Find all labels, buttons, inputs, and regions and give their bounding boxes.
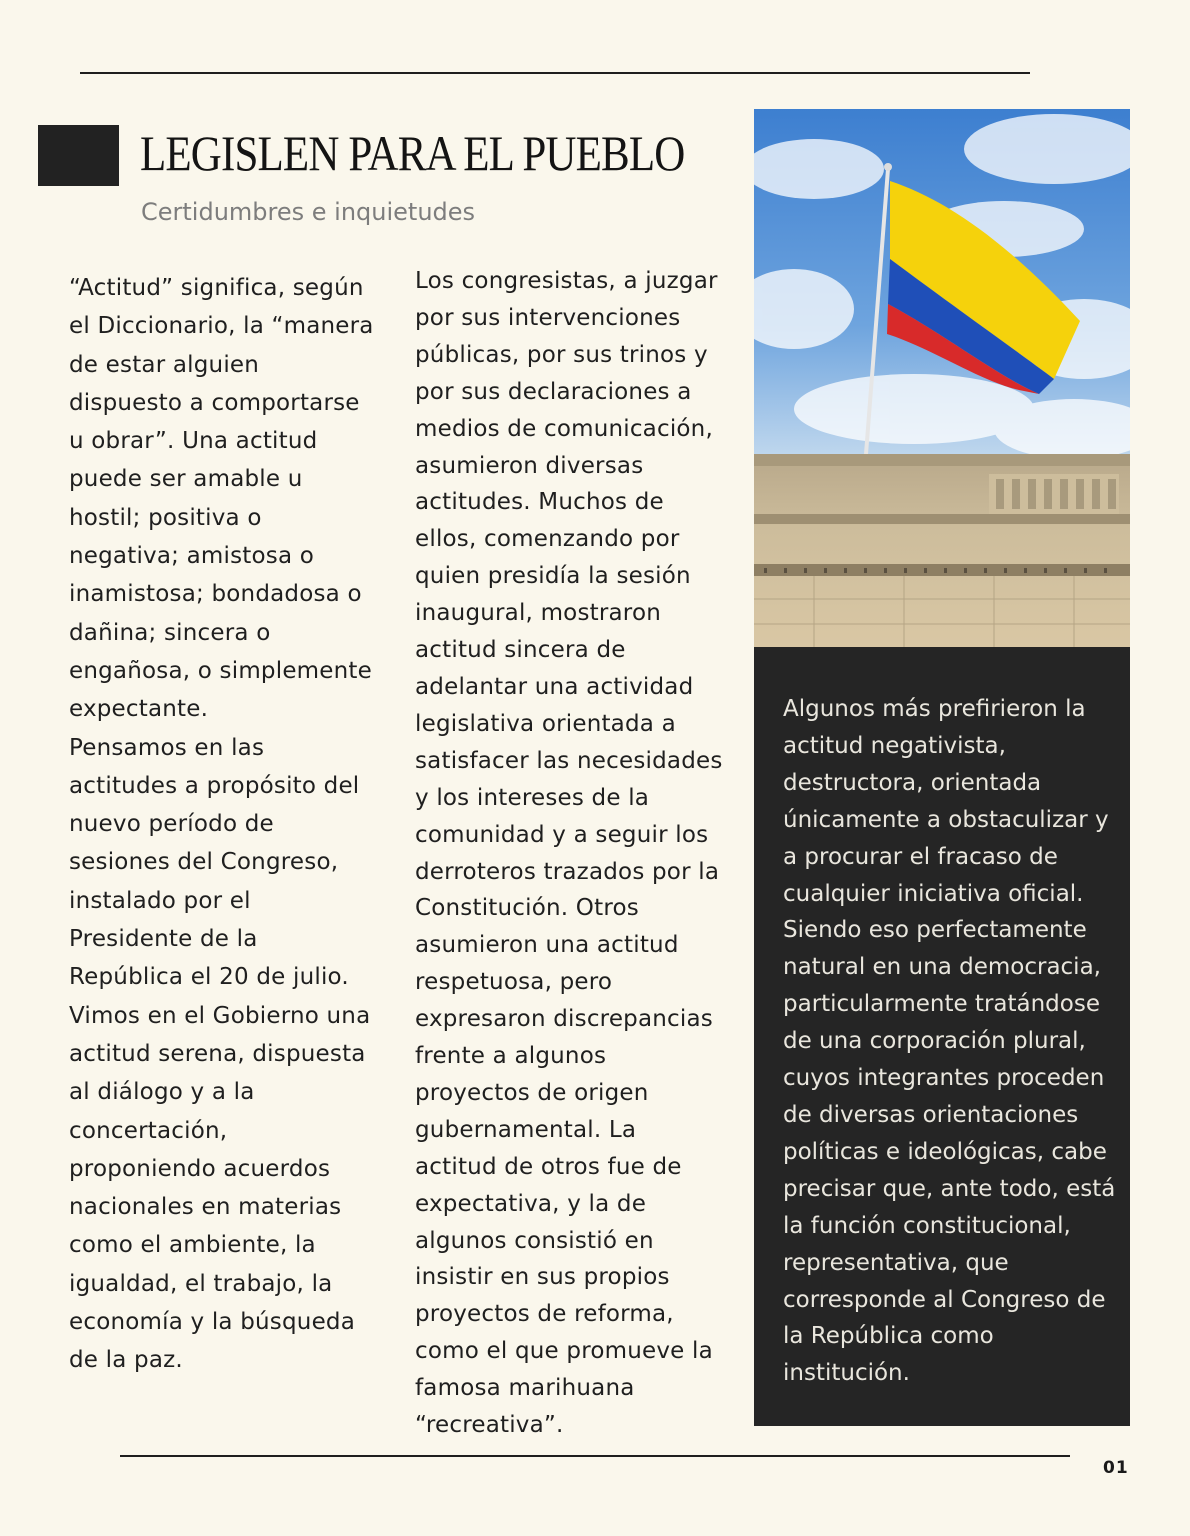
- page-title: LEGISLEN PARA EL PUEBLO: [140, 125, 685, 181]
- page-number: 01: [1103, 1458, 1129, 1478]
- article-column-2: [415, 263, 725, 1444]
- top-divider: [80, 72, 1030, 74]
- sidebar-text: Algunos más prefirieron la actitud negativista, destructora, orientada únicamente a obstaculizar y a procurar el fracaso de cualquier iniciativa oficial. Siendo eso perfectamente natural en una democracia, particularmente tratándose de una corporación plural, cuyos integrantes proceden de diversas orientaciones políticas e ideológicas, cabe precisar que, ante todo, está la función constitucional, representativa, que corresponde al Congreso de la República como institución.: [783, 696, 1116, 1387]
- bottom-divider: [120, 1455, 1070, 1457]
- column1-paragraph-2: Pensamos en las actitudes a propósito del nuevo período de sesiones del Congreso, instalado por el Presidente de la República el 20 de julio. Vimos en el Gobierno una actitud serena, dispuesta al diálogo y a la concertación, proponiendo acuerdos nacionales en materias como el ambiente, la igualdad, el trabajo, la economía y la búsqueda de la paz.: [69, 734, 371, 1374]
- page-subtitle: Certidumbres e inquietudes: [141, 198, 476, 226]
- article-column-1: [69, 269, 374, 1380]
- title-accent-block: [38, 125, 119, 186]
- colombian-flag-photo: [754, 109, 1130, 647]
- column2-paragraph-1: Los congresistas, a juzgar por sus intervenciones públicas, por sus trinos y por sus declaraciones a medios de comunicación, asumieron diversas actitudes. Muchos de ellos, comenzando por quien presidía la sesión inaugural, mostraron actitud sincera de adelantar una actividad legislativa orientada a satisfacer las necesidades y los intereses de la comunidad y a seguir los derroteros trazados por la Constitución. Otros asumieron una actitud respetuosa, pero expresaron discrepancias frente a algunos proyectos de origen gubernamental. La actitud de otros fue de expectativa, y la de algunos consistió en insistir en sus propios proyectos de reforma, como el que promueve la famosa marihuana “recreativa”.: [415, 268, 723, 1439]
- column1-paragraph-1: “Actitud” significa, según el Diccionario, la “manera de estar alguien dispuesto a comportarse u obrar”. Una actitud puede ser amable u hostil; positiva o negativa; amistosa o inamistosa; bondadosa o dañina; sincera o engañosa, o simplemente expectante.: [69, 275, 374, 723]
